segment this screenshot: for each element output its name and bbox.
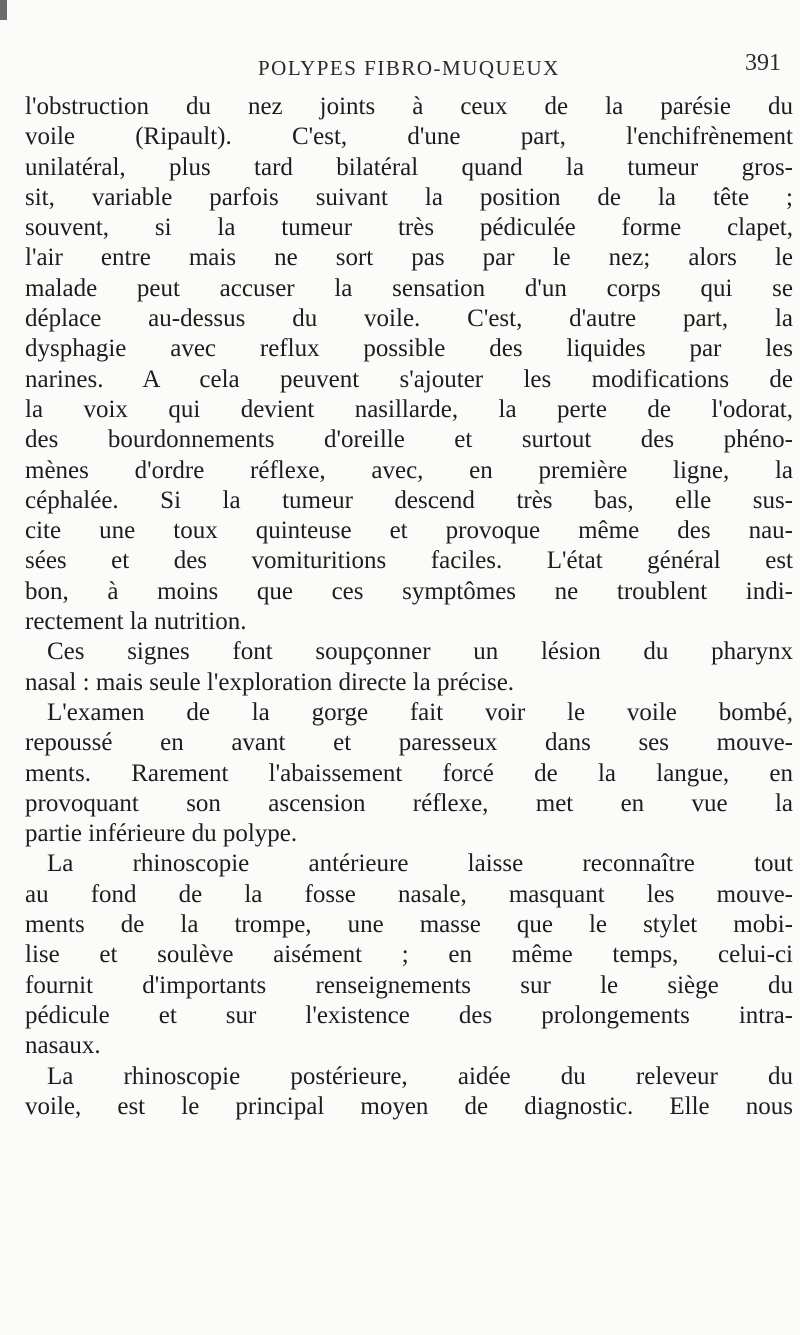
text-line: fournit d'importants renseignements sur le siège du [25,971,793,999]
text-line: cite une toux quinteuse et provoque même des nau- [25,517,793,545]
text-line: partie inférieure du polype. [25,820,298,848]
text-line: malade peut accuser la sensation d'un corps qui se [25,274,793,302]
text-line: lise et soulève aisément ; en même temps, celui-ci [25,941,793,969]
text-line: repoussé en avant et paresseux dans ses mouve- [25,729,793,757]
running-header [0,50,800,96]
text-line: ments. Rarement l'abaissement forcé de la langue, en [25,759,793,787]
text-line: voile, est le principal moyen de diagnostic. Elle nous [25,1092,793,1120]
text-line: l'air entre mais ne sort pas par le nez; alors le [25,244,793,272]
text-line: au fond de la fosse nasale, masquant les mouve- [25,880,793,908]
text-line: bon, à moins que ces symptômes ne troublent indi- [25,577,793,605]
text-line: l'obstruction du nez joints à ceux de la parésie du [25,93,793,120]
text-line: céphalée. Si la tumeur descend très bas, elle sus- [25,486,793,514]
text-line: rectement la nutrition. [25,608,247,636]
text-line: La rhinoscopie antérieure laisse reconnaître tout [47,850,793,878]
text-line: unilatéral, plus tard bilatéral quand la tumeur gros- [25,153,793,181]
body-text [25,92,793,1122]
text-line: Ces signes font soupçonner un lésion du pharynx [47,638,793,666]
text-line: nasaux. [25,1032,101,1060]
text-line: mènes d'ordre réflexe, avec, en première ligne, la [25,456,793,484]
text-line: voile (Ripault). C'est, d'une part, l'enchifrènement [25,123,793,151]
running-title: POLYPES FIBRO-MUQUEUX [258,56,560,80]
text-line: déplace au-dessus du voile. C'est, d'autre part, la [25,305,793,333]
text-line: sit, variable parfois suivant la position de la tête ; [25,183,793,211]
text-line: pédicule et sur l'existence des prolongements intra- [25,1001,793,1029]
text-line: nasal : mais seule l'exploration directe la précise. [25,668,515,696]
text-line: narines. A cela peuvent s'ajouter les modifications de [25,365,793,393]
text-line: souvent, si la tumeur très pédiculée forme clapet, [25,214,793,242]
text-line: ments de la trompe, une masse que le stylet mobi- [25,911,793,939]
text-line: des bourdonnements d'oreille et surtout des phéno- [25,426,793,454]
page-number: 391 [745,50,781,76]
scan-edge-mark [0,0,7,20]
text-line: dysphagie avec reflux possible des liquides par les [25,335,793,363]
text-line: L'examen de la gorge fait voir le voile bombé, [47,698,793,726]
text-line: sées et des vomituritions faciles. L'état général est [25,547,793,575]
text-line: la voix qui devient nasillarde, la perte de l'odorat, [25,395,793,423]
text-line: provoquant son ascension réflexe, met en vue la [25,789,793,817]
text-line: La rhinoscopie postérieure, aidée du releveur du [47,1062,793,1090]
